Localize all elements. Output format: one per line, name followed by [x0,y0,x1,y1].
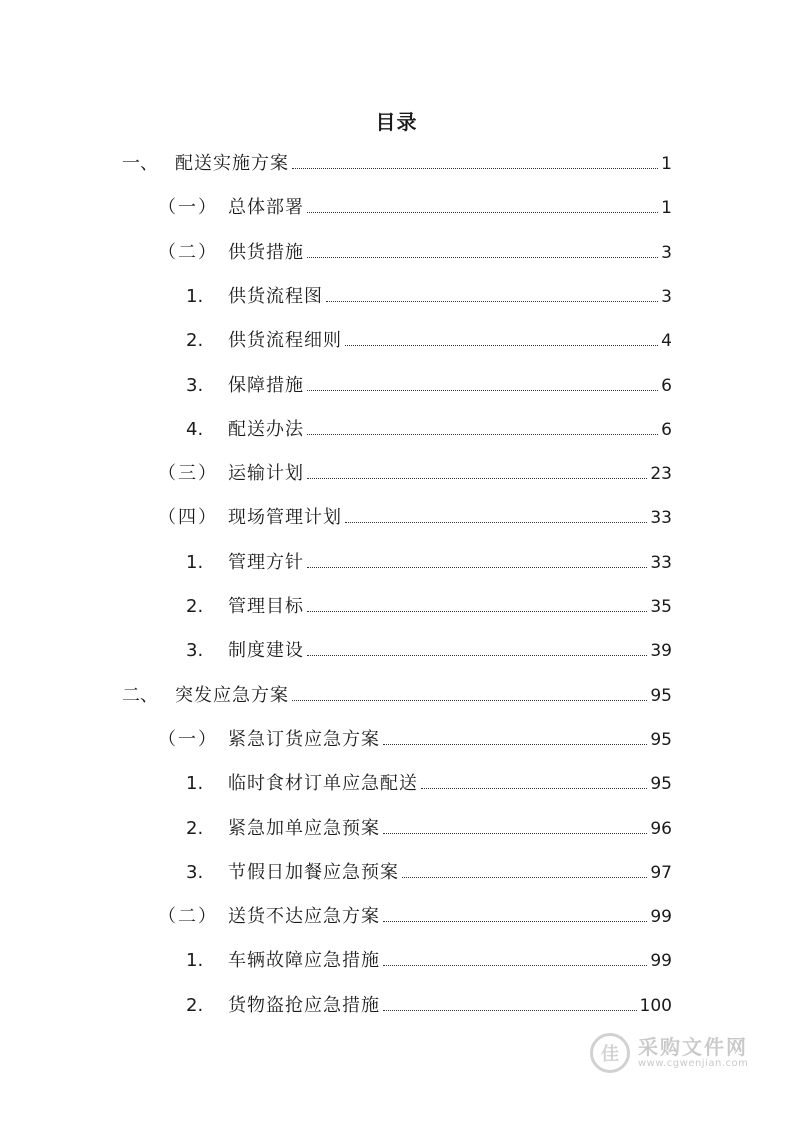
toc-entry-label: 货物盗抢应急措施 [228,994,380,1016]
toc-entry-page: 4 [661,331,672,352]
toc-entry[interactable] [0,504,793,532]
toc-entry-page: 96 [650,818,672,839]
toc-entry-number: （二） [158,906,218,928]
toc-entry[interactable] [0,460,793,488]
toc-entry-label: 运输计划 [228,463,304,485]
watermark-name: 采购文件网 [638,1035,748,1059]
toc-entry-page: 6 [661,375,672,396]
toc-leader-dots [307,477,647,479]
toc-entry[interactable] [0,947,793,975]
toc-entry-number: 2. [186,330,204,352]
toc-entry-page: 23 [650,464,672,485]
toc-leader-dots [307,211,658,213]
page-title: 目录 [375,110,418,134]
toc-entry-number: 1. [186,551,204,573]
toc-entry-label: 配送办法 [228,418,304,440]
toc-entry-page: 33 [650,508,672,529]
toc-entry-number: （二） [158,241,218,263]
toc-entry-number: 2. [186,994,204,1016]
toc-leader-dots [326,300,658,302]
toc-entry[interactable] [0,770,793,798]
toc-leader-dots [307,654,647,656]
toc-entry-number: 二、 [122,684,158,706]
toc-entry[interactable] [0,283,793,311]
toc-entry[interactable] [0,815,793,843]
toc-entry-label: 供货措施 [228,241,304,263]
toc-entry-label: 供货流程图 [228,285,323,307]
toc-entry-number: （三） [158,463,218,485]
toc-entry-page: 97 [650,862,672,883]
toc-entry[interactable] [0,549,793,577]
toc-entry-label: 制度建设 [228,640,304,662]
toc-entry-page: 99 [650,907,672,928]
toc-entry-label: 总体部署 [228,197,304,219]
toc-entry[interactable] [0,593,793,621]
toc-entry-number: 1. [186,950,204,972]
toc-entry-label: 供货流程细则 [228,330,342,352]
watermark [590,1030,765,1076]
toc-leader-dots [307,389,658,391]
toc-leader-dots [307,433,658,435]
toc-leader-dots [307,566,647,568]
toc-entry-label: 紧急订货应急方案 [228,728,380,750]
toc-entry-label: 保障措施 [228,374,304,396]
toc-entry[interactable] [0,372,793,400]
toc-entry-label: 送货不达应急方案 [228,906,380,928]
watermark-url: www.cgwenjian.com [638,1058,749,1069]
toc-entry-number: （一） [158,728,218,750]
toc-entry-page: 100 [639,995,672,1016]
toc-entry-number: （四） [158,507,218,529]
toc-entry[interactable] [0,416,793,444]
toc-entry-page: 35 [650,597,672,617]
toc-entry-page: 33 [650,552,672,573]
toc-entry-label: 突发应急方案 [175,684,289,706]
toc-leader-dots [345,344,658,346]
toc-entry[interactable] [0,992,793,1020]
toc-entry-number: 3. [186,640,204,662]
toc-entry[interactable] [0,194,793,222]
toc-leader-dots [383,964,647,966]
toc-entry-number: 3. [186,861,204,883]
toc-entry-label: 车辆故障应急措施 [228,950,380,972]
toc-entry-number: 2. [186,596,204,617]
toc-leader-dots [383,743,647,745]
toc-entry-label: 管理方针 [228,551,304,573]
toc-entry-number: 1. [186,285,204,307]
toc-leader-dots [292,699,647,701]
toc-entry-label: 配送实施方案 [175,153,289,174]
toc-entry-label: 节假日加餐应急预案 [228,861,399,883]
toc-entry-page: 6 [661,419,672,440]
toc-entry-number: 4. [186,418,204,440]
toc-entry[interactable] [0,150,793,178]
toc-entry[interactable] [0,726,793,754]
toc-entry-page: 39 [650,641,672,662]
toc-entry-label: 紧急加单应急预案 [228,817,380,839]
toc-leader-dots [402,876,647,878]
toc-leader-dots [383,1009,637,1011]
toc-entry[interactable] [0,637,793,665]
toc-entry-label: 临时食材订单应急配送 [228,773,418,795]
toc-entry[interactable] [0,239,793,267]
toc-entry-label: 管理目标 [228,596,304,617]
toc-leader-dots [307,256,658,258]
toc-leader-dots [307,610,647,612]
toc-entry-page: 3 [661,286,672,307]
toc-entry-page: 95 [650,685,672,706]
toc-entry-page: 95 [650,774,672,795]
toc-entry-page: 95 [650,729,672,750]
toc-entry-number: 1. [186,773,204,795]
toc-entry-number: （一） [158,197,218,219]
toc-leader-dots [292,167,658,169]
watermark-logo-icon: 佳 [590,1033,630,1073]
toc-entry-page: 1 [661,154,672,174]
toc-entry-number: 2. [186,817,204,839]
toc-leader-dots [383,832,647,834]
toc-entry-page: 99 [650,951,672,972]
toc-entry-page: 1 [661,198,672,219]
toc-leader-dots [383,920,647,922]
toc-entry[interactable] [0,682,793,710]
toc-entry[interactable] [0,859,793,887]
toc-leader-dots [421,787,647,789]
toc-entry-number: 3. [186,374,204,396]
toc-entry[interactable] [0,903,793,931]
toc-entry-number: 一、 [122,153,158,174]
toc-leader-dots [345,521,647,523]
toc-entry-page: 3 [661,242,672,263]
toc-entry[interactable] [0,327,793,355]
toc-entry-label: 现场管理计划 [228,507,342,529]
